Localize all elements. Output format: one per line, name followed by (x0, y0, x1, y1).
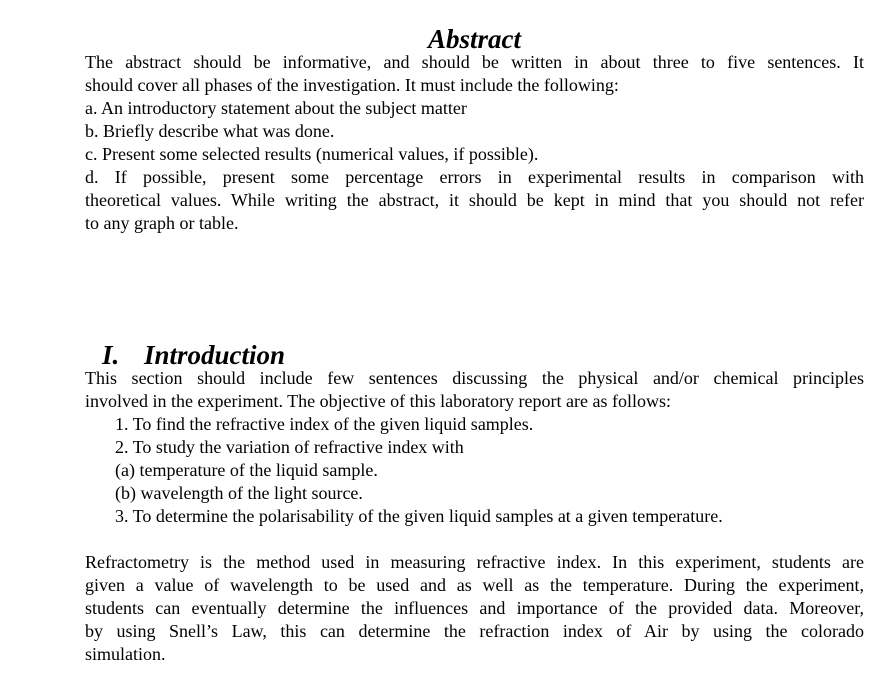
paragraph-spacer (85, 528, 864, 551)
objective-item: 2. To study the variation of refractive index with (115, 437, 464, 457)
abstract-heading: Abstract (427, 24, 521, 54)
abstract-list (85, 97, 864, 235)
section-spacer (85, 235, 864, 344)
document-page (85, 24, 864, 666)
abstract-line: should cover all phases of the investigation. It must include the following: (85, 75, 619, 95)
paragraph-line: given a value of wavelength to be used and as well as the temperature. During the experiment, (85, 575, 864, 595)
objective-item: 3. To determine the polarisability of the given liquid samples at a given temperature. (115, 506, 723, 526)
introduction-line: This section should include few sentences discussing the physical and/or chemical principles (85, 368, 864, 388)
paragraph-line: students can eventually determine the influences and importance of the provided data. Moreover, (85, 598, 864, 618)
objective-subitem: (b) wavelength of the light source. (115, 483, 363, 503)
introduction-paragraph (85, 551, 864, 666)
objectives-list (85, 413, 864, 528)
paragraph-line: by using Snell’s Law, this can determine the refraction index of Air by using the colorado (85, 621, 864, 641)
abstract-item-d: to any graph or table. (85, 213, 239, 233)
paragraph-line: simulation. (85, 644, 166, 664)
abstract-item-a: a. An introductory statement about the subject matter (85, 98, 467, 118)
objective-item: 1. To find the refractive index of the given liquid samples. (115, 414, 534, 434)
abstract-item-b: b. Briefly describe what was done. (85, 121, 335, 141)
abstract-line: The abstract should be informative, and should be written in about three to five sentences. It (85, 52, 864, 72)
abstract-intro (85, 51, 864, 97)
introduction-line: involved in the experiment. The objective of this laboratory report are as follows: (85, 391, 671, 411)
abstract-item-d: d. If possible, present some percentage errors in experimental results in comparison with (85, 167, 864, 187)
section-number: I. (102, 340, 120, 370)
paragraph-line: Refractometry is the method used in measuring refractive index. In this experiment, students are (85, 552, 864, 572)
objective-subitem: (a) temperature of the liquid sample. (115, 460, 378, 480)
introduction-intro (85, 367, 864, 413)
abstract-item-d: theoretical values. While writing the abstract, it should be kept in mind that you should not refer (85, 190, 864, 210)
abstract-item-c: c. Present some selected results (numerical values, if possible). (85, 144, 539, 164)
introduction-heading (85, 340, 864, 370)
section-title: Introduction (144, 340, 286, 370)
